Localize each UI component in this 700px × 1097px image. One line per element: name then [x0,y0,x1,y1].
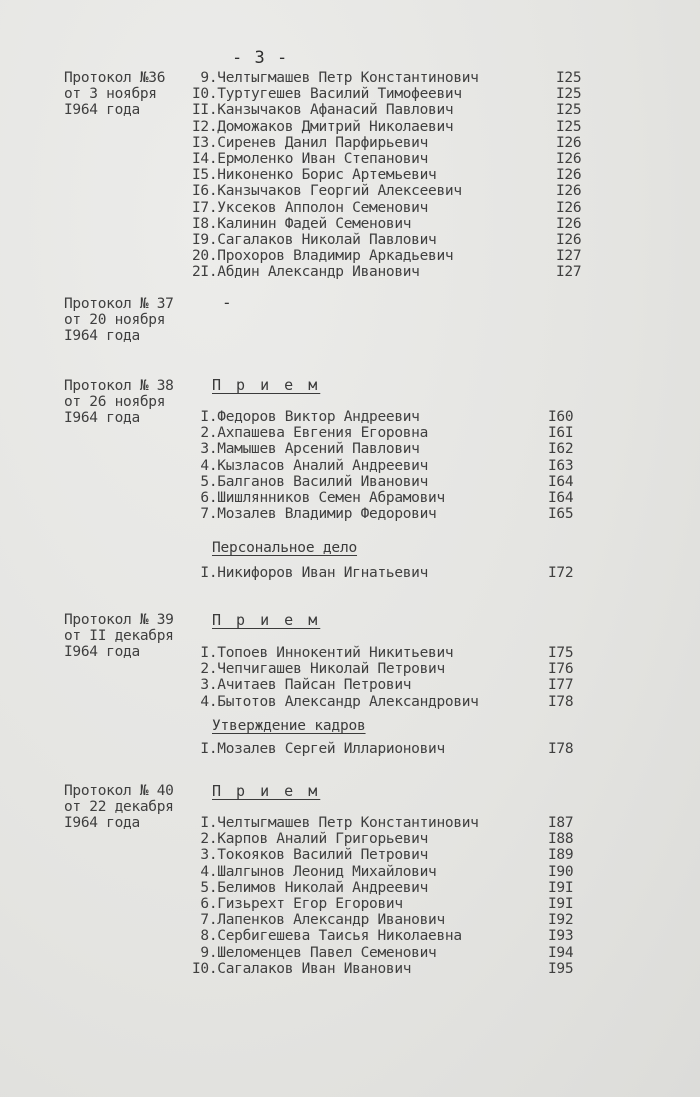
person-entry: I6.Канзычаков Георгий Алексеевич [192,183,462,200]
protocol-line: I964 года [64,410,140,427]
person-entry: 5.Белимов Николай Андреевич [192,879,429,896]
person-entry: 6.Шишлянников Семен Абрамович [192,489,445,506]
page-reference: I25 [556,102,582,119]
person-entry: 4.Кызласов Аналий Андреевич [192,457,429,474]
person-entry: I5.Никоненко Борис Артемьевич [192,167,437,184]
page-reference: I27 [556,264,582,281]
protocol-line: от 3 ноября [64,86,157,103]
protocol-header [64,378,174,427]
person-entry: 20.Прохоров Владимир Аркадьевич [192,248,454,265]
page-reference: I64 [548,489,574,506]
page-reference: I89 [548,847,574,864]
person-entry: 6.Гизьрехт Егор Егорович [192,895,403,912]
page-reference: I6I [548,425,574,442]
protocol-header [64,612,174,661]
person-entry: 9.Челтыгмашев Петр Константинович [192,70,479,86]
protocol-line: I964 года [64,102,140,119]
person-entry: 4.Бытотов Александр Александрович [192,693,479,710]
person-entry: I3.Сиренев Данил Парфирьевич [192,134,429,151]
protocol-header [64,783,174,832]
person-entry: I.Челтыгмашев Петр Константинович [192,815,479,831]
person-entry: II.Канзычаков Афанасий Павлович [192,102,454,119]
protocol-line: от 20 ноября [64,312,166,329]
empty-protocol-dash: - [222,293,232,312]
protocol-header [64,70,165,119]
person-entry: I.Федоров Виктор Андреевич [192,409,420,425]
section-heading: Персональное дело [212,540,358,556]
protocol-line: Протокол № 38 [64,378,174,394]
page-reference: I64 [548,473,574,490]
page-reference: I76 [548,661,574,678]
page-reference: I93 [548,928,574,945]
page-reference: I92 [548,912,574,929]
protocol-line: I964 года [64,644,140,661]
page-reference: I26 [556,150,582,167]
person-entry: I.Мозалев Сергей Илларионович [192,741,445,757]
person-entry: I.Никифоров Иван Игнатьевич [192,565,429,581]
person-entry: 4.Шалгынов Леонид Михайлович [192,863,437,880]
protocol-line: Протокол № 40 [64,783,174,799]
person-entry: 7.Мозалев Владимир Федорович [192,506,437,523]
page-reference: I26 [556,183,582,200]
protocol-line: от II декабря [64,628,174,645]
protocol-header [64,296,174,345]
page-reference: I72 [548,565,574,581]
page-reference: I77 [548,677,574,694]
page-reference: I65 [548,506,574,523]
page-reference: I60 [548,409,574,425]
page-reference: I78 [548,741,574,757]
page-reference: I75 [548,645,574,661]
page-reference: I26 [556,215,582,232]
person-entry: I.Топоев Иннокентий Никитьевич [192,645,454,661]
section-heading: П р и е м [212,611,321,629]
person-entry: 5.Балганов Василий Иванович [192,473,429,490]
page-reference: I95 [548,960,574,977]
page-reference: I9I [548,879,574,896]
page-reference: I94 [548,944,574,961]
person-entry: I9.Сагалаков Николай Павлович [192,231,437,248]
person-entry: I8.Калинин Фадей Семенович [192,215,412,232]
page-reference: I9I [548,895,574,912]
person-entry: I2.Доможаков Дмитрий Николаевич [192,118,454,135]
page-reference: I26 [556,231,582,248]
person-entry: 9.Шеломенцев Павел Семенович [192,944,437,961]
page-reference: I25 [556,70,582,86]
person-entry: I0.Туртугешев Василий Тимофеевич [192,86,462,103]
protocol-line: I964 года [64,328,140,345]
page-reference: I25 [556,118,582,135]
person-entry: 2.Ахпашева Евгения Егоровна [192,425,429,442]
section-heading: Утверждение кадров [212,718,366,734]
person-entry: 2.Карпов Аналий Григорьевич [192,831,429,848]
person-entry: 3.Токояков Василий Петрович [192,847,429,864]
page-reference: I25 [556,86,582,103]
page-reference: I26 [556,199,582,216]
page-reference: I62 [548,441,574,458]
person-entry: 2I.Абдин Александр Иванович [192,264,420,281]
protocol-line: Протокол № 39 [64,612,174,628]
person-entry: 8.Сербигешева Таисья Николаевна [192,928,462,945]
section-heading: П р и е м [212,782,321,800]
page-reference: I63 [548,457,574,474]
page-reference: I78 [548,693,574,710]
person-entry: 3.Мамышев Арсений Павлович [192,441,420,458]
person-entry: I4.Ермоленко Иван Степанович [192,150,429,167]
person-entry: I0.Сагалаков Иван Иванович [192,960,412,977]
page-reference: I88 [548,831,574,848]
person-entry: 3.Ачитаев Пайсан Петрович [192,677,412,694]
page-reference: I90 [548,863,574,880]
page-number: - 3 - [232,48,289,68]
page-reference: I27 [556,248,582,265]
person-entry: 2.Чепчигашев Николай Петрович [192,661,445,678]
protocol-line: Протокол № 37 [64,296,174,312]
page-reference: I26 [556,134,582,151]
page-reference: I26 [556,167,582,184]
protocol-line: от 26 ноября [64,394,166,411]
person-entry: I7.Уксеков Апполон Семенович [192,199,429,216]
protocol-line: Протокол №36 [64,70,166,86]
section-heading: П р и е м [212,376,321,394]
person-entry: 7.Лапенков Александр Иванович [192,912,445,929]
protocol-line: I964 года [64,815,140,832]
protocol-line: от 22 декабря [64,799,174,816]
page-reference: I87 [548,815,574,831]
